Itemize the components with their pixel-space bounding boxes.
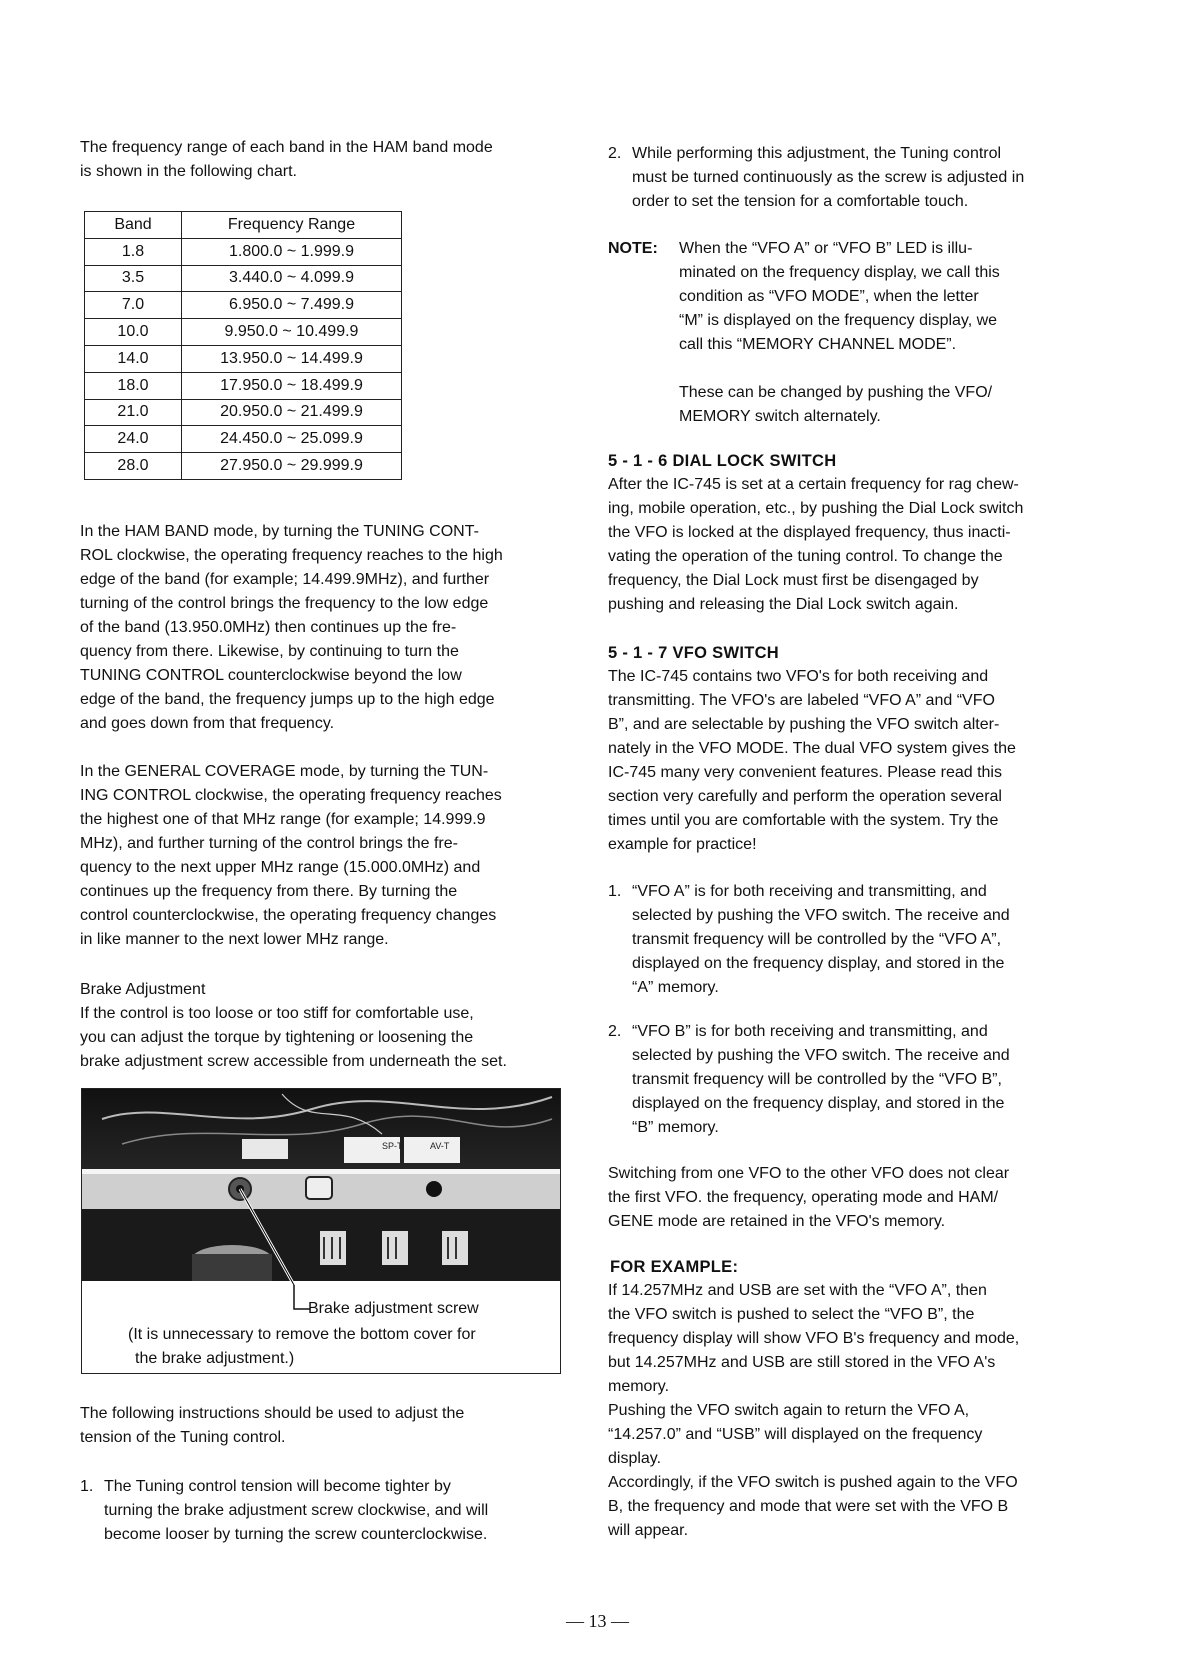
switching-paragraph: Switching from one VFO to the other VFO does not clear the first VFO. the frequency, operating mode and HAM/ GENE mode are retained in the VFO's memory. [608,1165,1010,1230]
note-block: NOTE: When the “VFO A” or “VFO B” LED is illu- minated on the frequency display, we call this condition as “VFO MODE”, when the letter “M” is displayed on the frequency display, we call this “MEMORY CHANNEL MODE”. These can be changed by pushing the VFO/ MEMORY switch alternately. [608,237,1090,429]
table-row [85,372,402,399]
panel-mark-sp-t: SP-T [382,1141,403,1151]
table-header-row [85,212,402,239]
table-row [85,292,402,319]
table-row [85,399,402,426]
note-label: NOTE: [608,240,658,257]
table-row [85,238,402,265]
band-cell: 18.0 [85,372,182,399]
brake-screw-figure [81,1088,561,1374]
section-heading-dial-lock: 5 - 1 - 6 DIAL LOCK SWITCH [608,452,837,470]
range-cell: 24.450.0 ~ 25.099.9 [182,426,402,453]
range-cell: 20.950.0 ~ 21.499.9 [182,399,402,426]
vfo-switch-paragraph: The IC-745 contains two VFO's for both receiving and transmitting. The VFO's are labeled “VFO A” and “VFO B”, and are selectable by pushing the VFO switch alter- nately in the VFO MODE. The dual VFO system gives the IC-745 many very convenient features. Please read this section very carefully and perform the operation several times until you are comfortable with the system. Try the example for practice! [608,668,1016,853]
band-cell: 21.0 [85,399,182,426]
range-cell: 1.800.0 ~ 1.999.9 [182,238,402,265]
table-row [85,265,402,292]
panel-mark-av-t: AV-T [430,1141,450,1151]
dial-lock-paragraph: After the IC-745 is set at a certain frequency for rag chew- ing, mobile operation, etc., by pushing the Dial Lock switch the VFO is locked at the displayed frequency, thus inacti- vating the operation of the tuning control. To change the frequency, the Dial Lock must first be disengaged by pushing and releasing the Dial Lock switch again. [608,476,1024,613]
band-frequency-table [84,211,402,480]
brake-adjustment-screw-label: Brake adjustment screw [308,1300,479,1317]
range-cell: 3.440.0 ~ 4.099.9 [182,265,402,292]
intro-paragraph: The frequency range of each band in the HAM band mode is shown in the following chart. [80,139,493,180]
band-cell: 1.8 [85,238,182,265]
brake-adjustment-title: Brake Adjustment [80,981,206,998]
section-heading-vfo-switch: 5 - 1 - 7 VFO SWITCH [608,644,780,662]
band-cell: 24.0 [85,426,182,453]
list-item-vfo-b: 2. “VFO B” is for both receiving and transmitting, and selected by pushing the VFO switch. The receive and transmit frequency will be controlled by the “VFO B”, displayed on the frequency display, and stored in the “B” memory. [608,1023,1010,1136]
band-cell: 28.0 [85,453,182,480]
band-cell: 3.5 [85,265,182,292]
example-paragraph: If 14.257MHz and USB are set with the “VFO A”, then the VFO switch is pushed to select the “VFO B”, the frequency display will show VFO B's frequency and mode, but 14.257MHz and USB are still stored in the VFO A's memory. Pushing the VFO switch again to return the VFO A, “14.257.0” and “USB” will displayed on the frequency display. Accordingly, if the VFO switch is pushed again to the VFO B, the frequency and mode that were set with the VFO B will appear. [608,1282,1020,1539]
table-row [85,453,402,480]
column-header-frequency-range: Frequency Range [182,212,402,239]
band-cell: 10.0 [85,319,182,346]
range-cell: 13.950.0 ~ 14.499.9 [182,345,402,372]
radio-underside-photo [82,1089,560,1287]
list-item-vfo-a: 1. “VFO A” is for both receiving and transmitting, and selected by pushing the VFO switch. The receive and transmit frequency will be controlled by the “VFO A”, displayed on the frequency display, and stored in the “A” memory. [608,883,1010,996]
table-row [85,319,402,346]
example-heading: FOR EXAMPLE: [610,1258,739,1276]
column-header-band: Band [85,212,182,239]
range-cell: 9.950.0 ~ 10.499.9 [182,319,402,346]
range-cell: 17.950.0 ~ 18.499.9 [182,372,402,399]
ham-band-paragraph: In the HAM BAND mode, by turning the TUNING CONT- ROL clockwise, the operating frequency reaches to the high edge of the band (for example; 14.499.9MHz), and further turning of the control brings the frequency to the low edge of the band (13.950.0MHz) then continues up the fre- quency from there. Likewise, by continuing to turn the TUNING CONTROL counterclockwise beyond the low edge of the band, the frequency jumps up to the high edge and goes down from that frequency. [80,523,503,732]
instructions-paragraph: The following instructions should be used to adjust the tension of the Tuning control. [80,1405,465,1446]
page-number: — 13 — [566,1611,629,1631]
table-row [85,345,402,372]
list-item-1-left: 1. The Tuning control tension will become tighter by turning the brake adjustment screw clockwise, and will become looser by turning the screw counterclockwise. [80,1478,489,1543]
range-cell: 27.950.0 ~ 29.999.9 [182,453,402,480]
figure-caption: (It is unnecessary to remove the bottom cover for the brake adjustment.) [128,1326,476,1367]
range-cell: 6.950.0 ~ 7.499.9 [182,292,402,319]
brake-adjustment-section: Brake Adjustment If the control is too loose or too stiff for comfortable use, you can adjust the torque by tightening or loosening the brake adjustment screw accessible from underneath the set. [80,978,562,1074]
general-coverage-paragraph: In the GENERAL COVERAGE mode, by turning the TUN- ING CONTROL clockwise, the operating frequency reaches the highest one of that MHz range (for example; 14.999.9 MHz), and further turning of the control brings the fre- quency to the next upper MHz range (15.000.0MHz) and continues up the frequency from there. By turning the control counterclockwise, the operating frequency changes in like manner to the next lower MHz range. [80,763,502,948]
band-cell: 7.0 [85,292,182,319]
list-item-2-right: 2. While performing this adjustment, the Tuning control must be turned continuously as the screw is adjusted in order to set the tension for a comfortable touch. [608,145,1025,210]
band-cell: 14.0 [85,345,182,372]
radio-underside-illustration [82,1089,560,1287]
table-row [85,426,402,453]
